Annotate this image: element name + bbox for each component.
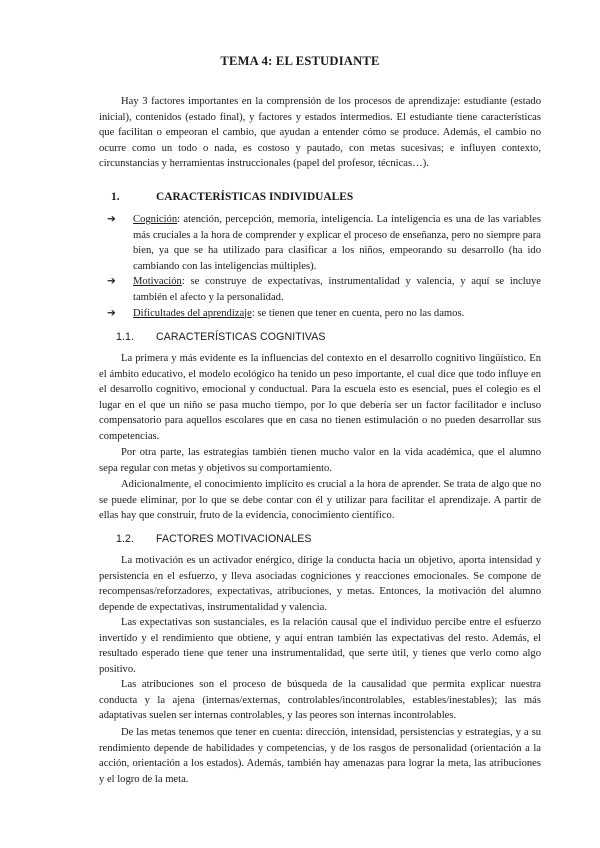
list-item-motivacion <box>99 274 541 305</box>
characteristics-list <box>99 212 541 321</box>
arrow-icon: ➔ <box>107 214 116 225</box>
section-1-1-number: 1.1. <box>116 331 135 343</box>
section-1-1-heading <box>116 330 326 346</box>
text-motivacion: : se construye de expectativas, instrumentalidad y valencia, y aquí se incluye también el afecto y la personalidad. <box>133 276 541 303</box>
term-dificultades: Dificultades del aprendizaje <box>133 307 252 319</box>
cognitive-paragraph-2: Por otra parte, las estrategias también tienen mucho valor en la vida académica, que el alumno sepa regular con metas y objetivos su comportamiento. <box>99 447 541 474</box>
motivational-paragraph-2: Las expectativas son sustanciales, es la relación causal que el individuo percibe entre el esfuerzo invertido y el rendimiento que obtiene, y aquí entran también las expectativas del resto. Además, el resultado esperado tiene que tener una instrumentalidad, que serte útil, y tienes que verlo como algo positivo. <box>99 617 541 675</box>
section-1-title: CARACTERÍSTICAS INDIVIDUALES <box>156 191 354 203</box>
term-cognicion: Cognición <box>133 214 178 225</box>
section-1-heading <box>111 190 353 206</box>
document-title: TEMA 4: EL ESTUDIANTE <box>220 54 380 68</box>
list-item-cognicion <box>99 212 541 274</box>
arrow-icon: ➔ <box>107 276 116 288</box>
section-1-number: 1. <box>111 191 120 203</box>
section-1-2-title: FACTORES MOTIVACIONALES <box>156 533 312 545</box>
motivational-paragraph-3: Las atribuciones son el proceso de búsqueda de la causalidad que permita explicar nuestra conducta y la ajena (internas/externas, controlables/incontrolables, estables/inestables); las más adaptativas suelen ser internas controlables, y las peores son internas incontrolables. <box>99 679 541 722</box>
section-1-2-heading <box>116 532 312 548</box>
text-dificultades: : se tienen que tener en cuenta, pero no las damos. <box>251 307 465 319</box>
section-1-1-title: CARACTERÍSTICAS COGNITIVAS <box>156 331 326 343</box>
cognitive-paragraph-1: La primera y más evidente es la influencias del contexto en el desarrollo cognitivo lingüístico. En el ámbito educativo, el modelo ecológico ha tenido un peso importante, el cual dice que todo influye en el desarrollo cognitivo, emocional y conductual. Para la escuela esto es esencial, pues el colegio es el lugar en el que un niño se pasa mucho tiempo, por lo que debería ser un factor facilitador e incluso compensatorio para aquellos escolares que en casa no tienen estimulación o no pueden desarrollar sus competencias. <box>99 353 541 442</box>
motivational-paragraph-4: De las metas tenemos que tener en cuenta: dirección, intensidad, persistencias y estrategias, y a su rendimiento depende de habilidades y competencias, y de los rasgos de personalidad (orientación a la acción, orientación a los estados). Además, también hay amenazas para lograr la meta, las atribuciones y el logro de la meta. <box>99 727 541 785</box>
arrow-icon: ➔ <box>107 307 116 319</box>
text-cognicion: : atención, percepción, memoria, inteligencia. La inteligencia es una de las variables más cruciales a la hora de comprender y explicar el proceso de enseñanza, pero no siempre para bien, ya que se ha utilizado para clasificar a los niños, empeorando su desarrollo (ha ido cambiando con las inteligencias múltiples). <box>133 214 541 272</box>
intro-paragraph: Hay 3 factores importantes en la comprensión de los procesos de aprendizaje: estudiante (estado inicial), contenidos (estado final), y factores y estados intermedios. El estudiante tiene características que facilitan o empeoran el cambio, que ayudan a entender cómo se produce. Además, el cambio no ocurre como un todo o nada, es costoso y pautado, con metas sucesivas; e influyen contexto, circunstancias y herramientas instruccionales (papel del profesor, técnicas…). <box>99 96 541 170</box>
term-motivacion: Motivación <box>133 276 182 288</box>
list-item-dificultades <box>99 306 541 322</box>
motivational-paragraph-1: La motivación es un activador enérgico, dirige la conducta hacia un objetivo, aporta intensidad y persistencia en el esfuerzo, y lleva asociadas cogniciones y reacciones emocionales. Se compone de recompensas/reforzadores, expectativas, atribuciones, y metas. Entonces, la motivación del alumno depende de expectativas, instrumentalidad y valencia. <box>99 555 541 613</box>
section-1-2-number: 1.2. <box>116 533 135 545</box>
cognitive-paragraph-3: Adicionalmente, el conocimiento implícito es crucial a la hora de aprender. Se trata de algo que no se puede eliminar, por lo que se debe contar con él y utilizar para facilitar el aprendizaje. A partir de ellas hay que construir, fruto de la evidencia, conocimiento científico. <box>99 479 541 522</box>
